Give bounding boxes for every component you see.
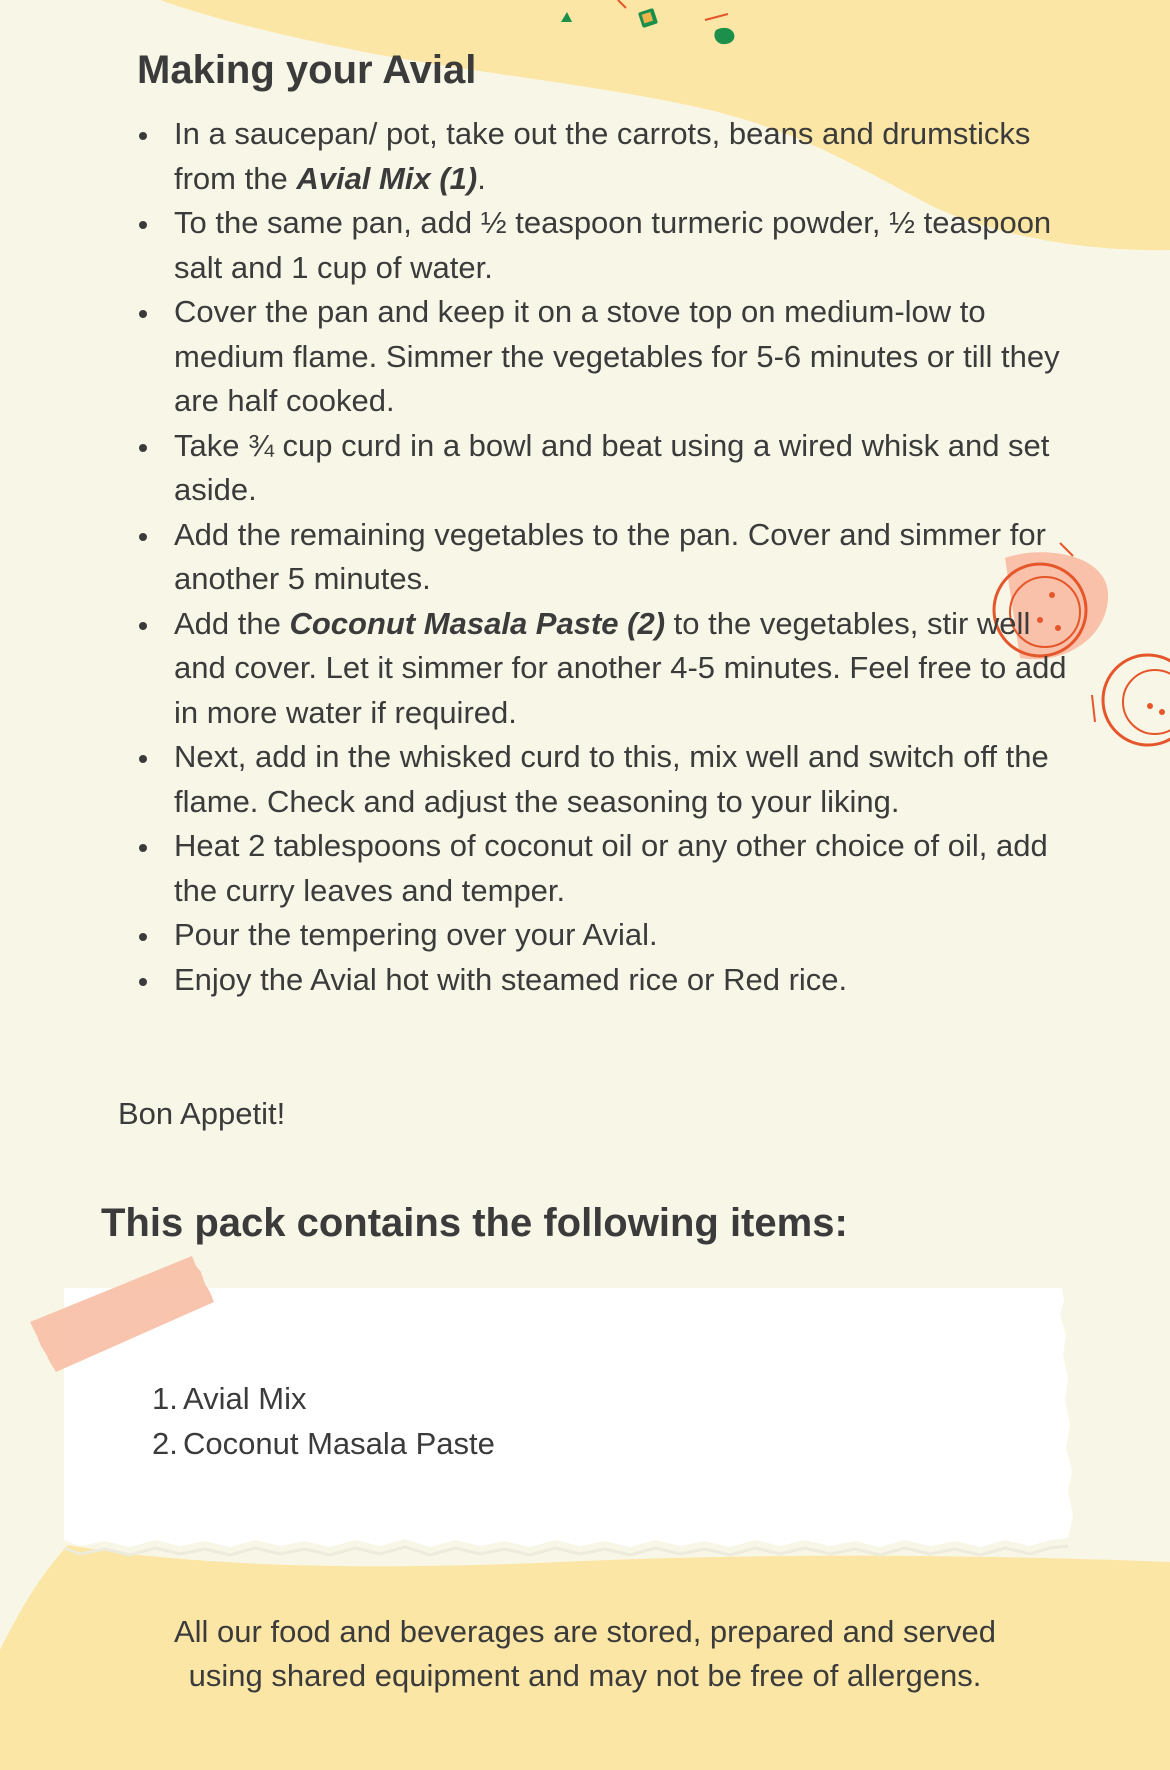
allergen-disclaimer [85,1610,1085,1698]
step-text: Enjoy the Avial hot with steamed rice or Red rice. [174,961,848,997]
step-text: Pour the tempering over your Avial. [174,917,658,952]
item-label: Avial Mix [183,1381,307,1416]
step-text: Take ¾ cup curd in a bowl and beat using a wired whisk and set aside. [174,427,1050,507]
list-item [174,424,1074,513]
list-item [174,913,1074,958]
recipe-steps-list [137,112,1074,1002]
step-text-tail: . [477,160,486,196]
list-item [174,735,1074,824]
step-text: Next, add in the whisked curd to this, mix well and switch off the flame. Check and adjust the seasoning to your liking. [174,739,1049,819]
list-item [152,1421,495,1466]
step-text: Heat 2 tablespoons of coconut oil or any other choice of oil, add the curry leaves and temper. [174,828,1048,908]
page-title: Making your Avial [137,48,477,92]
list-item [174,290,1074,424]
item-label: Coconut Masala Paste [183,1426,495,1461]
item-number: 2. [152,1426,178,1461]
step-text-tail: to the vegetables, stir well and cover. Let it simmer for another 4-5 minutes. Feel free to add in more water if required. [174,605,1067,730]
list-item [174,824,1074,913]
pack-items-list [152,1376,495,1466]
step-text: In a saucepan/ pot, take out the carrots, beans and drumsticks from the [174,116,1031,196]
step-text: To the same pan, add ½ teaspoon turmeric powder, ½ teaspoon salt and 1 cup of water. [174,205,1052,285]
list-item [174,602,1074,736]
list-item [174,201,1074,290]
step-text: Add the remaining vegetables to the pan. Cover and simmer for another 5 minutes. [174,516,1046,596]
list-item [152,1376,495,1421]
pack-heading: This pack contains the following items: [101,1201,848,1245]
signoff-text: Bon Appetit! [118,1096,286,1131]
step-text: Add the [174,605,290,641]
step-text: Cover the pan and keep it on a stove top on medium-low to medium flame. Simmer the vegetables for 5-6 minutes or till they are half cooked. [174,294,1060,418]
torn-paper-edge [64,1546,1068,1555]
item-number: 1. [152,1381,178,1416]
disclaimer-line: using shared equipment and may not be free of allergens. [188,1658,982,1693]
disclaimer-line: All our food and beverages are stored, prepared and served [173,1614,997,1649]
list-item [174,112,1074,201]
list-item [174,958,1074,1003]
step-emphasis: Avial Mix (1) [296,160,478,196]
list-item [174,513,1074,602]
step-emphasis: Coconut Masala Paste (2) [289,605,666,641]
